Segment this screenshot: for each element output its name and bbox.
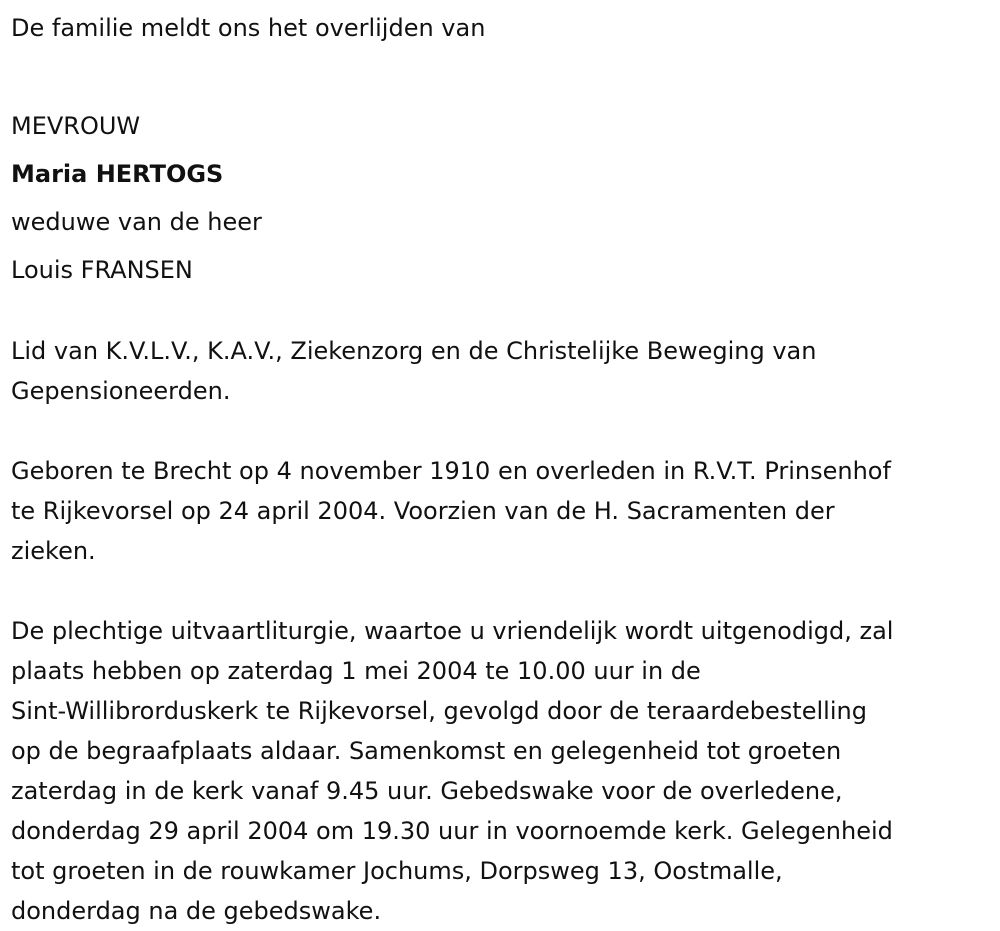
intro-text: De familie meldt ons het overlijden van — [11, 14, 486, 42]
paragraph-line: zieken. — [11, 537, 96, 565]
paragraph-line: De plechtige uitvaartliturgie, waartoe u vriendelijk wordt uitgenodigd, zal — [11, 617, 894, 645]
paragraph-line: plaats hebben op zaterdag 1 mei 2004 te 10.00 uur in de — [11, 657, 701, 685]
paragraph-line: Gepensioneerden. — [11, 377, 231, 405]
membership-paragraph — [11, 331, 991, 411]
paragraph-line: Lid van K.V.L.V., K.A.V., Ziekenzorg en de Christelijke Beweging van — [11, 337, 817, 365]
paragraph-line: te Rijkevorsel op 24 april 2004. Voorzien van de H. Sacramenten der — [11, 497, 835, 525]
funeral-paragraph — [11, 611, 991, 931]
obituary-notice — [11, 8, 991, 931]
spacer — [11, 571, 991, 611]
birth-death-paragraph — [11, 451, 991, 571]
spouse-name: Louis FRANSEN — [11, 256, 193, 284]
deceased-name: Maria HERTOGS — [11, 160, 224, 188]
paragraph-line: donderdag 29 april 2004 om 19.30 uur in voornoemde kerk. Gelegenheid — [11, 817, 893, 845]
paragraph-line: donderdag na de gebedswake. — [11, 897, 382, 925]
spacer — [11, 411, 991, 451]
paragraph-line: op de begraafplaats aldaar. Samenkomst en gelegenheid tot groeten — [11, 737, 842, 765]
spacer — [11, 48, 991, 88]
salutation: MEVROUW — [11, 112, 141, 140]
paragraph-line: zaterdag in de kerk vanaf 9.45 uur. Gebedswake voor de overledene, — [11, 777, 843, 805]
paragraph-line: tot groeten in de rouwkamer Jochums, Dorpsweg 13, Oostmalle, — [11, 857, 783, 885]
paragraph-line: Geboren te Brecht op 4 november 1910 en overleden in R.V.T. Prinsenhof — [11, 457, 891, 485]
spacer — [11, 290, 991, 327]
paragraph-line: Sint-Willibrorduskerk te Rijkevorsel, gevolgd door de teraardebestelling — [11, 697, 867, 725]
widow-line: weduwe van de heer — [11, 208, 262, 236]
